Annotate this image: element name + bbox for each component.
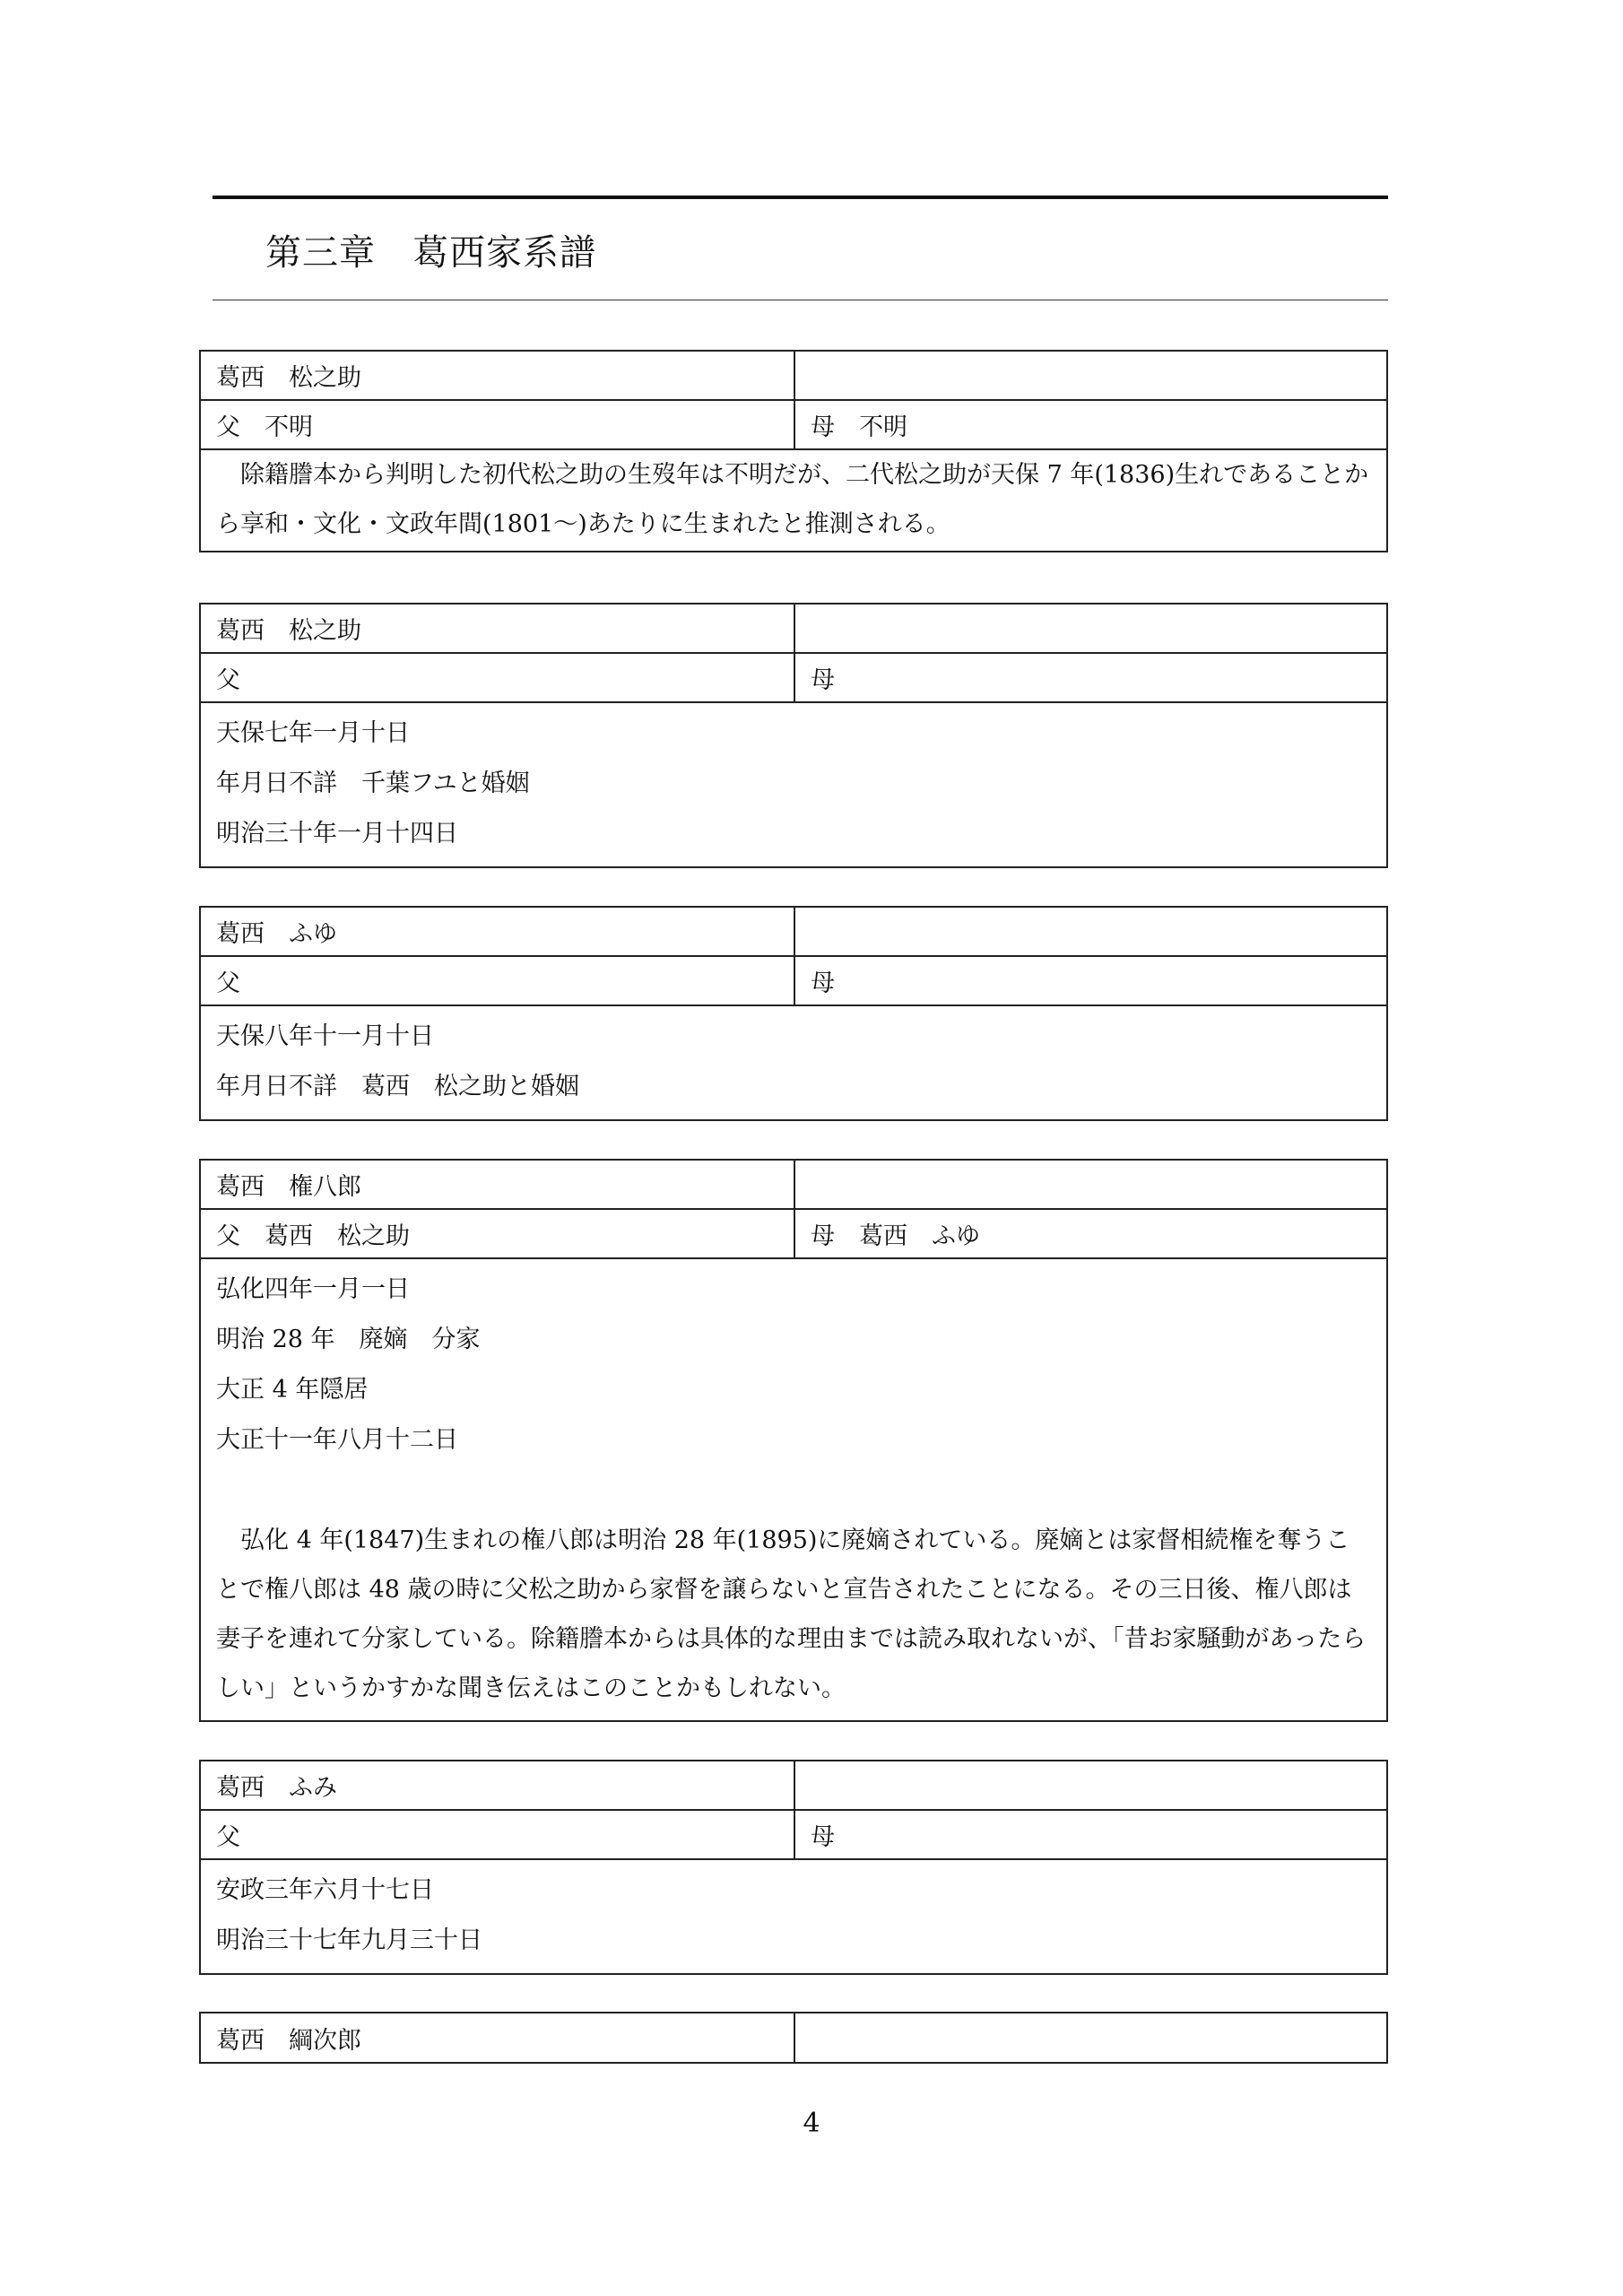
name-extra-cell xyxy=(795,1761,1386,1809)
record-notes: 弘化 4 年(1847)生まれの権八郎は明治 28 年(1895)に廃嫡されている。廃嫡とは家督相続権を奪うことで権八郎は 48 歳の時に父松之助から家督を譲らないと宣告されたことになる。その三日後、権八郎は妻子を連れて分家している。除籍謄本からは具体的な理由までは読み取れないが、「昔お家騒動があったらしい」というかすかな聞き伝えはこのことかもしれない。 xyxy=(216,1526,1367,1702)
genealogy-record xyxy=(199,1760,1388,1975)
record-event: 明治三十年一月十四日 xyxy=(216,820,458,848)
father-cell: 父 xyxy=(201,1811,795,1858)
mother-cell: 母 xyxy=(811,666,835,694)
person-name: 葛西 ふみ xyxy=(201,1761,795,1809)
record-event: 天保七年一月十日 xyxy=(216,719,410,747)
record-body xyxy=(201,1259,1386,1720)
person-name: 葛西 綱次郎 xyxy=(201,2013,795,2062)
mother-cell: 母 葛西 ふゆ xyxy=(811,1222,980,1250)
record-parents-row xyxy=(201,1210,1386,1259)
name-extra-cell xyxy=(795,352,1386,399)
father-cell: 父 xyxy=(201,654,795,701)
record-body xyxy=(201,703,1386,866)
record-name-row xyxy=(201,352,1386,401)
record-parents-row xyxy=(201,1811,1386,1860)
record-name-row xyxy=(201,2013,1386,2062)
record-name-row xyxy=(201,908,1386,957)
record-body xyxy=(201,1006,1386,1119)
title-rule-top xyxy=(213,196,1388,199)
name-extra-cell xyxy=(795,2013,1386,2062)
mother-cell: 母 xyxy=(811,1823,835,1851)
record-body xyxy=(201,1860,1386,1973)
spacer xyxy=(216,1465,1373,1516)
genealogy-record xyxy=(199,906,1388,1121)
record-body xyxy=(201,450,1386,551)
record-event: 大正 4 年隠居 xyxy=(216,1376,369,1404)
father-cell: 父 xyxy=(201,957,795,1004)
genealogy-record xyxy=(199,1159,1388,1722)
genealogy-record xyxy=(199,350,1388,552)
record-event: 年月日不詳 千葉フユと婚姻 xyxy=(216,770,530,797)
record-event: 大正十一年八月十二日 xyxy=(216,1426,458,1454)
record-name-row xyxy=(201,1761,1386,1811)
name-extra-cell xyxy=(795,1161,1386,1208)
genealogy-record xyxy=(199,2012,1388,2064)
person-name: 葛西 権八郎 xyxy=(201,1161,795,1208)
record-parents-row xyxy=(201,654,1386,703)
record-event: 天保八年十一月十日 xyxy=(216,1022,434,1050)
name-extra-cell xyxy=(795,908,1386,955)
person-name: 葛西 松之助 xyxy=(201,604,795,652)
record-parents-row xyxy=(201,401,1386,450)
mother-cell: 母 xyxy=(811,970,835,997)
record-event: 弘化四年一月一日 xyxy=(216,1275,410,1303)
genealogy-record xyxy=(199,603,1388,868)
father-cell: 父 不明 xyxy=(201,401,795,448)
person-name: 葛西 松之助 xyxy=(201,352,795,399)
page-number: 4 xyxy=(803,2108,820,2139)
person-name: 葛西 ふゆ xyxy=(201,908,795,955)
record-name-row xyxy=(201,1161,1386,1210)
mother-cell: 母 不明 xyxy=(811,413,907,441)
record-event: 年月日不詳 葛西 松之助と婚姻 xyxy=(216,1073,579,1100)
record-event: 明治三十七年九月三十日 xyxy=(216,1926,482,1954)
record-name-row xyxy=(201,604,1386,654)
chapter-title: 第三章 葛西家系譜 xyxy=(265,232,596,274)
father-cell: 父 葛西 松之助 xyxy=(201,1210,795,1257)
record-event: 安政三年六月十七日 xyxy=(216,1876,434,1904)
record-parents-row xyxy=(201,957,1386,1006)
record-notes: 除籍謄本から判明した初代松之助の生歿年は不明だが、二代松之助が天保 7 年(1836)生れであることから享和・文化・文政年間(1801〜)あたりに生まれたと推測される。 xyxy=(216,461,1369,538)
record-event: 明治 28 年 廃嫡 分家 xyxy=(216,1326,481,1353)
name-extra-cell xyxy=(795,604,1386,652)
